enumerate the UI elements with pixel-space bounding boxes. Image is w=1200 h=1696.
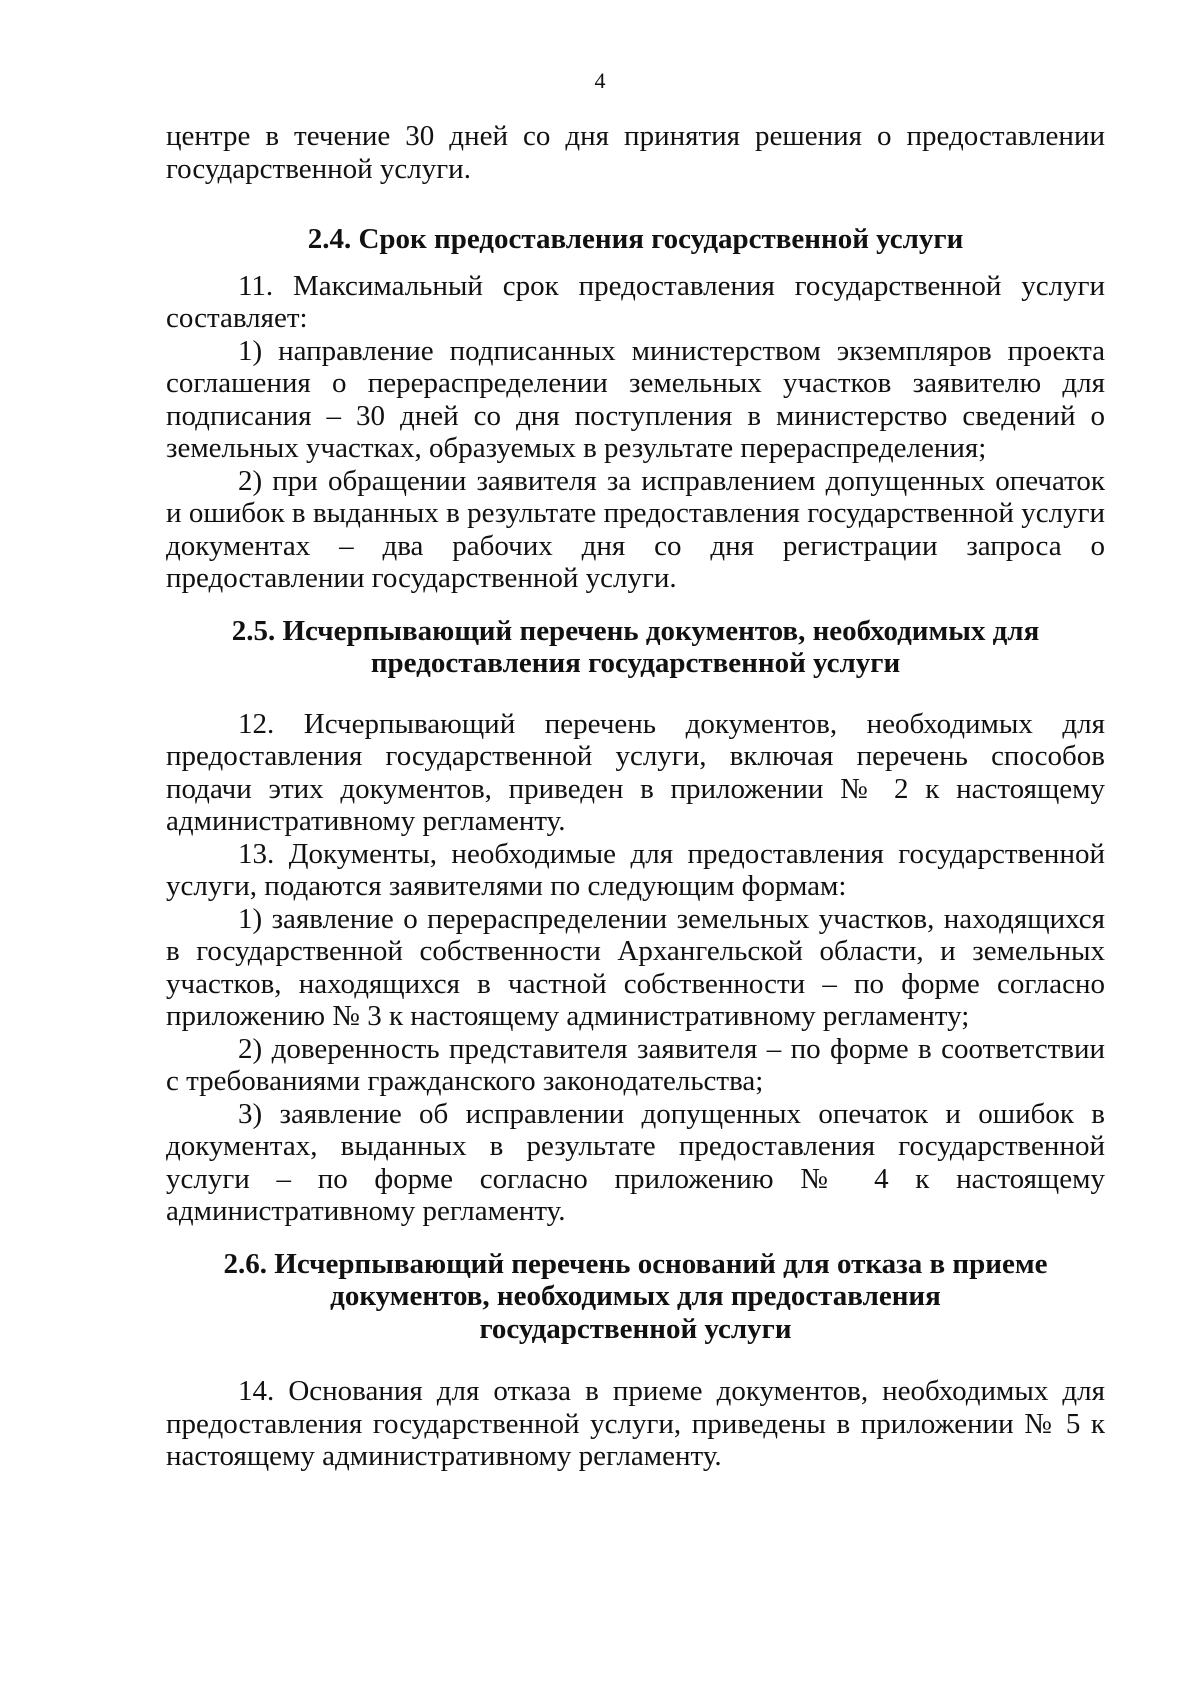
section-2-5-heading-line-2: предоставления государственной услуги	[370, 647, 901, 679]
paragraph-11-item-1: 1) направление подписанных министерством экземпляров проекта соглашения о перераспределении земельных участков заявителю для подписания – 30 дней со дня поступления в министерство сведений о земельных участках, образуемых в результате перераспределения;	[166, 334, 1105, 464]
paragraph-13-item-3: 3) заявление об исправлении допущенных опечаток и ошибок в документах, выданных в результате предоставления государственной услуги – по форме согласно приложению № 4 к настоящему административному регламенту.	[166, 1097, 1105, 1227]
paragraph-13-item-1: 1) заявление о перераспределении земельных участков, находящихся в государственной собственности Архангельской области, и земельных участков, находящихся в частной собственности – по форме согласно приложению № 3 к настоящему административному регламенту;	[166, 902, 1105, 1032]
paragraph-11: 11. Максимальный срок предоставления государственной услуги составляет:	[166, 269, 1105, 334]
page-number: 4	[594, 68, 606, 93]
section-2-4	[166, 223, 1105, 595]
paragraph-14: 14. Основания для отказа в приеме документов, необходимых для предоставления государственной услуги, приведены в приложении № 5 к настоящему административному регламенту.	[166, 1375, 1105, 1472]
section-2-4-heading: 2.4. Срок предоставления государственной услуги	[307, 223, 964, 255]
section-2-5-heading-line-1: 2.5. Исчерпывающий перечень документов, необходимых для	[231, 614, 1040, 647]
paragraph-13-item-2: 2) доверенность представителя заявителя – по форме в соответствии с требованиями гражданского законодательства;	[166, 1032, 1105, 1097]
section-2-6-heading-line-2: документов, необходимых для предоставления	[330, 1280, 941, 1312]
document-body	[166, 120, 1105, 1473]
paragraph-11-item-2: 2) при обращении заявителя за исправлением допущенных опечаток и ошибок в выданных в результате предоставления государственной услуги документах – два рабочих дня со дня регистрации запроса о предоставлении государственной услуги.	[166, 464, 1105, 594]
intro-paragraph: центре в течение 30 дней со дня принятия решения о предоставлении государственной услуги.	[166, 120, 1105, 185]
paragraph-12: 12. Исчерпывающий перечень документов, необходимых для предоставления государственной услуги, включая перечень способов подачи этих документов, приведен в приложении № 2 к настоящему административному регламенту.	[166, 707, 1105, 837]
section-2-6	[166, 1248, 1105, 1473]
section-2-6-heading-line-1: 2.6. Исчерпывающий перечень оснований для отказа в приеме	[223, 1247, 1048, 1280]
section-2-6-heading-line-3: государственной услуги	[479, 1312, 792, 1345]
section-2-5	[166, 615, 1105, 1228]
paragraph-13: 13. Документы, необходимые для предоставления государственной услуги, подаются заявителями по следующим формам:	[166, 837, 1105, 902]
